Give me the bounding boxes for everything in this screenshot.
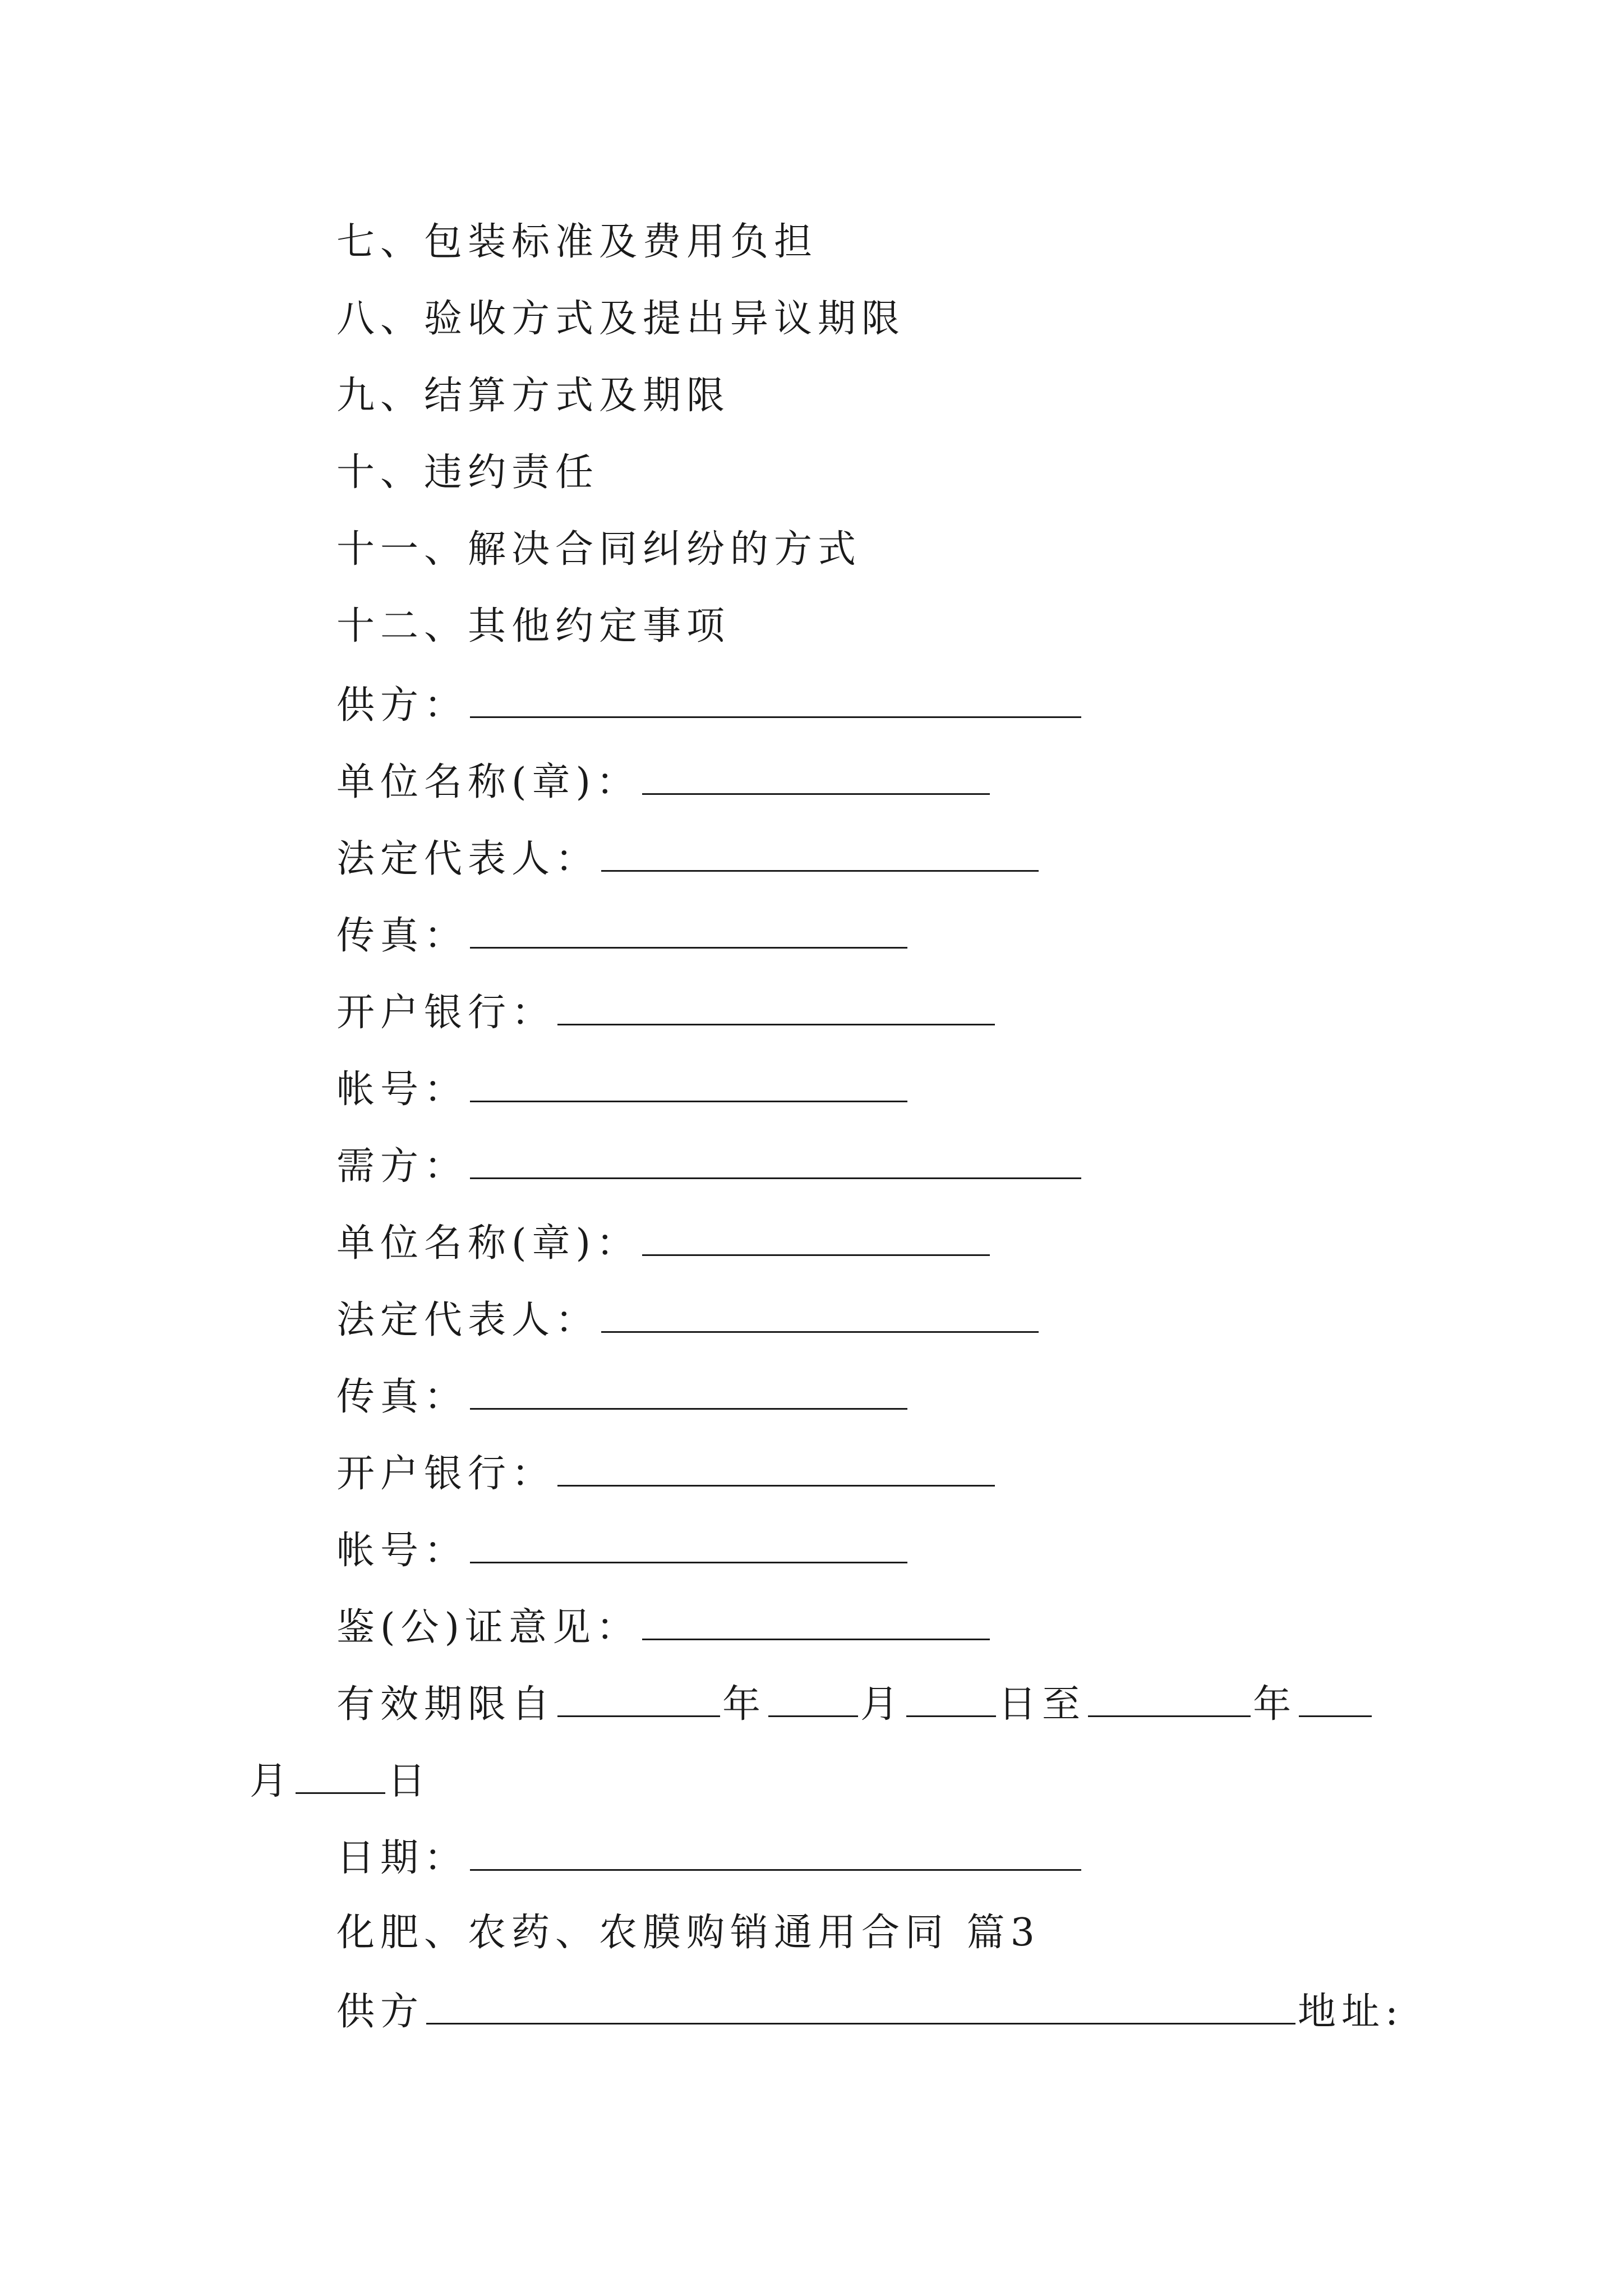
buyer-fax-field [336,1364,910,1426]
clause-7: 七、包装标准及费用负担 [336,220,818,264]
supplier-account-label: 帐号： [336,1068,468,1112]
date-label: 日期： [336,1836,468,1880]
buyer-rep-label: 法定代表人： [336,1298,600,1342]
clause-11: 十一、解决合同纠纷的方式 [336,527,862,572]
buyer-account-label: 帐号： [336,1529,468,1573]
supplier-party-label: 供方： [336,683,468,728]
next-supplier-blank[interactable] [426,1979,1295,2024]
clause-10: 十、违约责任 [336,450,600,495]
buyer-unit-field [336,1211,992,1272]
buyer-fax-blank[interactable] [470,1364,907,1410]
supplier-fax-blank[interactable] [470,903,907,949]
supplier-unit-label: 单位名称(章)： [336,760,640,804]
validity-start-day-blank[interactable] [906,1672,996,1717]
validity-year-1: 年 [722,1682,767,1727]
supplier-party-blank[interactable] [470,673,1081,718]
next-supplier-label: 供方 [336,1990,425,2034]
supplier-account-field [336,1057,910,1119]
validity-start-month-blank[interactable] [768,1672,858,1717]
buyer-unit-blank[interactable] [642,1211,990,1256]
notary-label: 鉴(公)证意见： [336,1605,640,1650]
supplier-rep-label: 法定代表人： [336,837,600,881]
buyer-account-field [336,1518,910,1580]
clause-12: 十二、其他约定事项 [336,604,731,648]
validity-end-year-blank[interactable] [1088,1672,1251,1717]
clause-8: 八、验收方式及提出异议期限 [336,297,906,341]
supplier-fax-label: 传真： [336,914,468,958]
validity-day-to: 日至 [998,1682,1086,1727]
validity-period [250,1666,1388,1820]
supplier-account-blank[interactable] [470,1057,907,1102]
next-supplier-field [336,1979,1404,2041]
date-field [336,1825,1083,1887]
clause-9: 九、结算方式及期限 [336,374,731,418]
supplier-fax-field [336,903,910,965]
supplier-unit-field [336,749,992,811]
supplier-unit-blank[interactable] [642,749,990,795]
validity-prefix: 有效期限自 [336,1682,556,1727]
notary-blank[interactable] [642,1595,990,1640]
supplier-bank-blank[interactable] [557,980,995,1025]
buyer-bank-label: 开户银行： [336,1452,556,1496]
validity-month-1: 月 [860,1682,905,1727]
buyer-party-field [336,1134,1083,1195]
address-label: 地址: [1298,1990,1404,2034]
supplier-party-field [336,673,1083,734]
date-blank[interactable] [470,1825,1081,1871]
supplier-rep-field [336,826,1041,888]
supplier-bank-label: 开户银行： [336,991,556,1035]
buyer-rep-field [336,1287,1041,1349]
validity-end-month-blank[interactable] [1299,1672,1372,1717]
validity-start-year-blank[interactable] [557,1672,720,1717]
validity-day-2: 日 [388,1759,432,1803]
buyer-rep-blank[interactable] [601,1287,1039,1333]
buyer-party-blank[interactable] [470,1134,1081,1179]
buyer-bank-blank[interactable] [557,1441,995,1487]
buyer-bank-field [336,1441,997,1503]
buyer-party-label: 需方： [336,1144,468,1189]
supplier-bank-field [336,980,997,1042]
buyer-unit-label: 单位名称(章)： [336,1221,640,1266]
section-title: 化肥、农药、农膜购销通用合同 篇3 [336,1911,1040,1955]
notary-field [336,1595,992,1657]
validity-end-day-blank[interactable] [296,1749,385,1794]
supplier-rep-blank[interactable] [601,826,1039,872]
buyer-fax-label: 传真： [336,1375,468,1419]
validity-year-2: 年 [1253,1682,1297,1727]
validity-month-2: 月 [250,1759,294,1803]
buyer-account-blank[interactable] [470,1518,907,1563]
